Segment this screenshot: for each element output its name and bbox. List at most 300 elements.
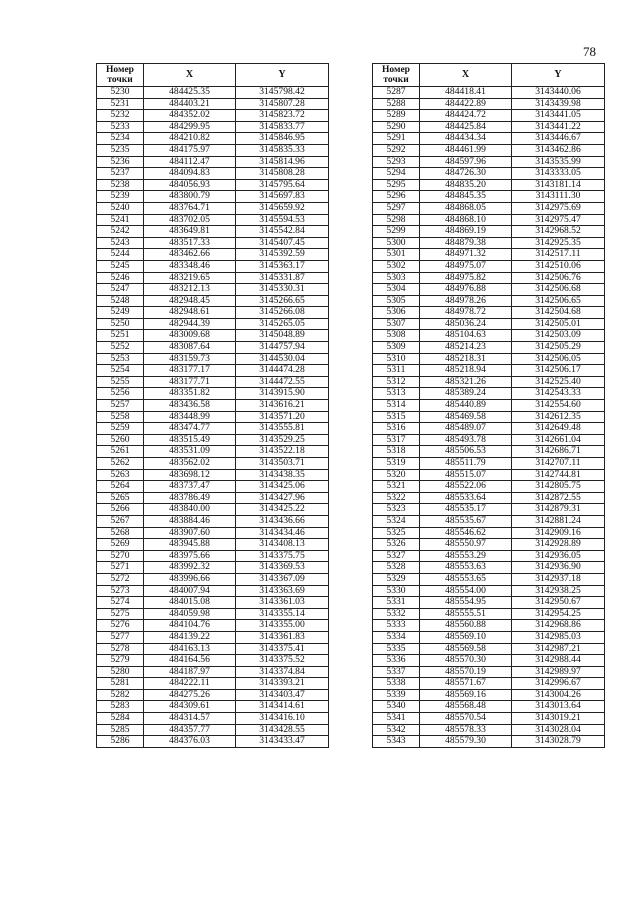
x-cell: 483159.73 (144, 353, 236, 365)
y-cell: 3142525.40 (512, 376, 605, 388)
point-number-header (97, 64, 144, 87)
x-cell: 485553.29 (420, 550, 512, 562)
x-cell: 484869.19 (420, 226, 512, 238)
table-body-left (97, 87, 329, 748)
x-cell: 485104.63 (420, 330, 512, 342)
x-cell: 484978.72 (420, 307, 512, 319)
x-cell: 485489.07 (420, 423, 512, 435)
y-cell: 3143441.05 (512, 110, 605, 122)
table-row (97, 481, 329, 493)
table-row (97, 666, 329, 678)
x-cell: 485553.63 (420, 562, 512, 574)
table-row (373, 527, 605, 539)
y-cell: 3143529.25 (236, 434, 329, 446)
point-number-cell: 5330 (373, 585, 420, 597)
table-row (373, 87, 605, 99)
y-cell: 3144757.94 (236, 342, 329, 354)
table-row (373, 260, 605, 272)
point-number-cell: 5289 (373, 110, 420, 122)
table-row (97, 284, 329, 296)
y-cell: 3143375.52 (236, 655, 329, 667)
table-row (97, 330, 329, 342)
point-number-cell: 5340 (373, 701, 420, 713)
table-row (97, 458, 329, 470)
table-row (373, 643, 605, 655)
x-cell: 485535.67 (420, 515, 512, 527)
y-cell: 3142506.68 (512, 284, 605, 296)
point-number-cell: 5256 (97, 388, 144, 400)
point-number-cell: 5285 (97, 724, 144, 736)
point-number-cell: 5249 (97, 307, 144, 319)
table-row (97, 713, 329, 725)
table-row (373, 620, 605, 632)
table-row (373, 724, 605, 736)
y-cell: 3142985.03 (512, 631, 605, 643)
x-cell: 483212.13 (144, 284, 236, 296)
x-cell: 484434.34 (420, 133, 512, 145)
point-number-cell: 5298 (373, 214, 420, 226)
point-number-cell: 5270 (97, 550, 144, 562)
x-cell: 484425.84 (420, 121, 512, 133)
point-number-cell: 5342 (373, 724, 420, 736)
table-row (373, 365, 605, 377)
table-row (373, 388, 605, 400)
x-cell: 485218.31 (420, 353, 512, 365)
y-cell: 3145798.42 (236, 87, 329, 99)
table-row (97, 643, 329, 655)
x-cell: 483562.02 (144, 458, 236, 470)
point-number-cell: 5315 (373, 411, 420, 423)
y-cell: 3142503.09 (512, 330, 605, 342)
table-row (373, 597, 605, 609)
x-cell: 484187.97 (144, 666, 236, 678)
y-cell: 3142937.18 (512, 573, 605, 585)
point-number-cell: 5311 (373, 365, 420, 377)
point-number-cell: 5331 (373, 597, 420, 609)
y-cell: 3145808.28 (236, 168, 329, 180)
table-row (97, 98, 329, 110)
x-cell: 484726.30 (420, 168, 512, 180)
x-cell: 484597.96 (420, 156, 512, 168)
point-number-cell: 5276 (97, 620, 144, 632)
table-row (97, 87, 329, 99)
table-row (373, 318, 605, 330)
x-cell: 483786.49 (144, 492, 236, 504)
y-cell: 3143111.30 (512, 191, 605, 203)
x-cell: 483474.77 (144, 423, 236, 435)
y-cell: 3142936.90 (512, 562, 605, 574)
x-cell: 483884.46 (144, 515, 236, 527)
table-row (97, 156, 329, 168)
y-cell: 3145823.72 (236, 110, 329, 122)
table-row (373, 573, 605, 585)
point-number-cell: 5338 (373, 678, 420, 690)
x-cell: 485569.58 (420, 643, 512, 655)
point-number-cell: 5263 (97, 469, 144, 481)
x-cell: 485550.97 (420, 539, 512, 551)
y-cell: 3142510.06 (512, 260, 605, 272)
table-row (97, 295, 329, 307)
table-row (97, 504, 329, 516)
point-number-cell: 5305 (373, 295, 420, 307)
table-row (373, 713, 605, 725)
table-row (97, 585, 329, 597)
table-row (97, 318, 329, 330)
point-number-cell: 5236 (97, 156, 144, 168)
y-cell: 3145542.84 (236, 226, 329, 238)
table-row (97, 550, 329, 562)
x-cell: 484352.02 (144, 110, 236, 122)
y-cell: 3143439.98 (512, 98, 605, 110)
table-row (97, 272, 329, 284)
y-cell: 3143374.84 (236, 666, 329, 678)
y-cell: 3145795.64 (236, 179, 329, 191)
x-cell: 483177.71 (144, 376, 236, 388)
y-cell: 3142517.11 (512, 249, 605, 261)
x-cell: 483009.68 (144, 330, 236, 342)
point-number-cell: 5339 (373, 689, 420, 701)
table-row (373, 249, 605, 261)
point-number-cell: 5262 (97, 458, 144, 470)
x-cell: 484007.94 (144, 585, 236, 597)
point-number-cell: 5238 (97, 179, 144, 191)
point-number-cell: 5248 (97, 295, 144, 307)
table-row (373, 701, 605, 713)
table-row (373, 492, 605, 504)
x-cell: 484309.61 (144, 701, 236, 713)
table-row (373, 214, 605, 226)
table-row (373, 736, 605, 748)
y-header: Y (512, 64, 605, 87)
point-number-cell: 5336 (373, 655, 420, 667)
point-number-cell: 5288 (373, 98, 420, 110)
table-row (97, 411, 329, 423)
point-number-cell: 5310 (373, 353, 420, 365)
y-cell: 3142686.71 (512, 446, 605, 458)
y-cell: 3142506.65 (512, 295, 605, 307)
table-row (97, 388, 329, 400)
coordinates-table-right (372, 63, 605, 748)
x-cell: 484222.11 (144, 678, 236, 690)
table-row (97, 376, 329, 388)
y-cell: 3142707.11 (512, 458, 605, 470)
y-cell: 3142881.24 (512, 515, 605, 527)
table-row (97, 608, 329, 620)
table-row (97, 237, 329, 249)
point-number-cell: 5278 (97, 643, 144, 655)
y-cell: 3143403.47 (236, 689, 329, 701)
x-cell: 483436.58 (144, 400, 236, 412)
y-cell: 3145807.28 (236, 98, 329, 110)
x-cell: 485578.33 (420, 724, 512, 736)
y-cell: 3142975.47 (512, 214, 605, 226)
y-cell: 3143438.35 (236, 469, 329, 481)
point-number-cell: 5314 (373, 400, 420, 412)
table-row (97, 724, 329, 736)
point-number-cell: 5292 (373, 144, 420, 156)
y-cell: 3143028.79 (512, 736, 605, 748)
table-row (97, 492, 329, 504)
point-number-cell: 5247 (97, 284, 144, 296)
page-number: 78 (583, 44, 596, 59)
table-row (373, 226, 605, 238)
x-cell: 485511.79 (420, 458, 512, 470)
point-number-cell: 5317 (373, 434, 420, 446)
header-line-2: точки (107, 75, 133, 85)
table-row (373, 191, 605, 203)
y-cell: 3143393.21 (236, 678, 329, 690)
point-number-cell: 5252 (97, 342, 144, 354)
x-cell: 483517.33 (144, 237, 236, 249)
point-number-cell: 5233 (97, 121, 144, 133)
point-number-cell: 5245 (97, 260, 144, 272)
point-number-header (373, 64, 420, 87)
point-number-cell: 5259 (97, 423, 144, 435)
table-row (97, 202, 329, 214)
table-row (373, 481, 605, 493)
x-cell: 485560.88 (420, 620, 512, 632)
y-cell: 3142543.33 (512, 388, 605, 400)
point-number-cell: 5275 (97, 608, 144, 620)
y-cell: 3142649.48 (512, 423, 605, 435)
table-row (373, 272, 605, 284)
point-number-cell: 5308 (373, 330, 420, 342)
table-row (373, 469, 605, 481)
x-cell: 484015.08 (144, 597, 236, 609)
point-number-cell: 5255 (97, 376, 144, 388)
y-cell: 3145697.83 (236, 191, 329, 203)
table-row (97, 562, 329, 574)
x-cell: 485506.53 (420, 446, 512, 458)
point-number-cell: 5286 (97, 736, 144, 748)
x-cell: 485569.16 (420, 689, 512, 701)
y-cell: 3142504.68 (512, 307, 605, 319)
y-cell: 3143446.67 (512, 133, 605, 145)
x-cell: 484868.05 (420, 202, 512, 214)
table-row (373, 400, 605, 412)
table-row (373, 168, 605, 180)
y-cell: 3143433.47 (236, 736, 329, 748)
y-cell: 3142925.35 (512, 237, 605, 249)
point-number-cell: 5333 (373, 620, 420, 632)
y-cell: 3142909.16 (512, 527, 605, 539)
point-number-cell: 5313 (373, 388, 420, 400)
x-cell: 485515.07 (420, 469, 512, 481)
table-row (373, 353, 605, 365)
y-cell: 3142938.25 (512, 585, 605, 597)
point-number-cell: 5323 (373, 504, 420, 516)
table-row (373, 504, 605, 516)
x-cell: 484461.99 (420, 144, 512, 156)
y-cell: 3143361.83 (236, 631, 329, 643)
y-cell: 3145594.53 (236, 214, 329, 226)
point-number-cell: 5284 (97, 713, 144, 725)
table-row (373, 202, 605, 214)
x-cell: 485218.94 (420, 365, 512, 377)
point-number-cell: 5318 (373, 446, 420, 458)
table-row (373, 689, 605, 701)
point-number-cell: 5243 (97, 237, 144, 249)
x-cell: 482948.61 (144, 307, 236, 319)
x-cell: 485535.17 (420, 504, 512, 516)
table-row (373, 562, 605, 574)
x-cell: 485522.06 (420, 481, 512, 493)
point-number-cell: 5296 (373, 191, 420, 203)
point-number-cell: 5242 (97, 226, 144, 238)
y-cell: 3143013.64 (512, 701, 605, 713)
point-number-cell: 5301 (373, 249, 420, 261)
point-number-cell: 5267 (97, 515, 144, 527)
point-number-cell: 5337 (373, 666, 420, 678)
y-cell: 3145048.89 (236, 330, 329, 342)
header-line-1: Номер (382, 65, 410, 75)
point-number-cell: 5280 (97, 666, 144, 678)
x-cell: 483649.81 (144, 226, 236, 238)
x-cell: 484879.38 (420, 237, 512, 249)
y-cell: 3143355.14 (236, 608, 329, 620)
point-number-cell: 5291 (373, 133, 420, 145)
y-cell: 3143333.05 (512, 168, 605, 180)
point-number-cell: 5264 (97, 481, 144, 493)
y-cell: 3142505.01 (512, 318, 605, 330)
y-cell: 3143555.81 (236, 423, 329, 435)
y-cell: 3145392.59 (236, 249, 329, 261)
y-cell: 3143028.04 (512, 724, 605, 736)
table-row (373, 284, 605, 296)
y-cell: 3143434.46 (236, 527, 329, 539)
x-cell: 485555.51 (420, 608, 512, 620)
point-number-cell: 5234 (97, 133, 144, 145)
y-cell: 3142506.05 (512, 353, 605, 365)
x-cell: 485546.62 (420, 527, 512, 539)
x-cell: 485493.78 (420, 434, 512, 446)
x-cell: 484139.22 (144, 631, 236, 643)
table-row (373, 179, 605, 191)
y-cell: 3143414.61 (236, 701, 329, 713)
x-cell: 484210.82 (144, 133, 236, 145)
point-number-cell: 5253 (97, 353, 144, 365)
point-number-cell: 5316 (373, 423, 420, 435)
point-number-cell: 5341 (373, 713, 420, 725)
y-cell: 3142872.55 (512, 492, 605, 504)
y-cell: 3145331.87 (236, 272, 329, 284)
point-number-cell: 5312 (373, 376, 420, 388)
table-row (373, 376, 605, 388)
x-cell: 483448.99 (144, 411, 236, 423)
y-cell: 3143375.75 (236, 550, 329, 562)
point-number-cell: 5230 (97, 87, 144, 99)
y-cell: 3145266.65 (236, 295, 329, 307)
y-cell: 3143441.22 (512, 121, 605, 133)
x-cell: 484059.98 (144, 608, 236, 620)
point-number-cell: 5268 (97, 527, 144, 539)
x-cell: 483840.00 (144, 504, 236, 516)
x-cell: 484164.56 (144, 655, 236, 667)
table-row (373, 585, 605, 597)
y-cell: 3142989.97 (512, 666, 605, 678)
x-cell: 484376.03 (144, 736, 236, 748)
table-row (373, 446, 605, 458)
y-cell: 3142987.21 (512, 643, 605, 655)
table-row (373, 539, 605, 551)
table-row (97, 539, 329, 551)
table-header-row (373, 64, 605, 87)
point-number-cell: 5320 (373, 469, 420, 481)
x-cell: 485570.30 (420, 655, 512, 667)
x-cell: 484094.83 (144, 168, 236, 180)
y-cell: 3143535.99 (512, 156, 605, 168)
y-cell: 3145330.31 (236, 284, 329, 296)
table-row (373, 608, 605, 620)
point-number-cell: 5250 (97, 318, 144, 330)
y-cell: 3145363.17 (236, 260, 329, 272)
table-row (97, 689, 329, 701)
header-line-1: Номер (106, 65, 134, 75)
x-cell: 484976.88 (420, 284, 512, 296)
point-number-cell: 5299 (373, 226, 420, 238)
point-number-cell: 5237 (97, 168, 144, 180)
x-cell: 485469.58 (420, 411, 512, 423)
x-cell: 483348.46 (144, 260, 236, 272)
table-row (373, 121, 605, 133)
y-cell: 3143361.03 (236, 597, 329, 609)
y-cell: 3145846.95 (236, 133, 329, 145)
y-cell: 3144530.04 (236, 353, 329, 365)
point-number-cell: 5324 (373, 515, 420, 527)
x-cell: 484104.76 (144, 620, 236, 632)
y-cell: 3142506.17 (512, 365, 605, 377)
table-row (373, 342, 605, 354)
table-row (97, 469, 329, 481)
point-number-cell: 5332 (373, 608, 420, 620)
point-number-cell: 5303 (373, 272, 420, 284)
table-row (97, 121, 329, 133)
table-row (373, 411, 605, 423)
x-cell: 485321.26 (420, 376, 512, 388)
x-cell: 484112.47 (144, 156, 236, 168)
y-cell: 3142950.67 (512, 597, 605, 609)
point-number-cell: 5232 (97, 110, 144, 122)
point-number-cell: 5343 (373, 736, 420, 748)
table-row (97, 307, 329, 319)
y-cell: 3142744.81 (512, 469, 605, 481)
y-cell: 3142805.75 (512, 481, 605, 493)
y-cell: 3143019.21 (512, 713, 605, 725)
y-cell: 3144474.28 (236, 365, 329, 377)
table-row (97, 701, 329, 713)
table-row (373, 98, 605, 110)
point-number-cell: 5300 (373, 237, 420, 249)
table-row (97, 342, 329, 354)
table-row (97, 631, 329, 643)
x-cell: 483996.66 (144, 573, 236, 585)
point-number-cell: 5306 (373, 307, 420, 319)
x-cell: 485553.65 (420, 573, 512, 585)
y-cell: 3142505.29 (512, 342, 605, 354)
y-cell: 3143915.90 (236, 388, 329, 400)
table-row (97, 353, 329, 365)
point-number-cell: 5240 (97, 202, 144, 214)
point-number-cell: 5272 (97, 573, 144, 585)
point-number-cell: 5271 (97, 562, 144, 574)
y-cell: 3145407.45 (236, 237, 329, 249)
table-row (373, 156, 605, 168)
y-cell: 3143363.69 (236, 585, 329, 597)
y-cell: 3144472.55 (236, 376, 329, 388)
y-cell: 3143408.13 (236, 539, 329, 551)
x-cell: 485389.24 (420, 388, 512, 400)
x-cell: 484275.26 (144, 689, 236, 701)
